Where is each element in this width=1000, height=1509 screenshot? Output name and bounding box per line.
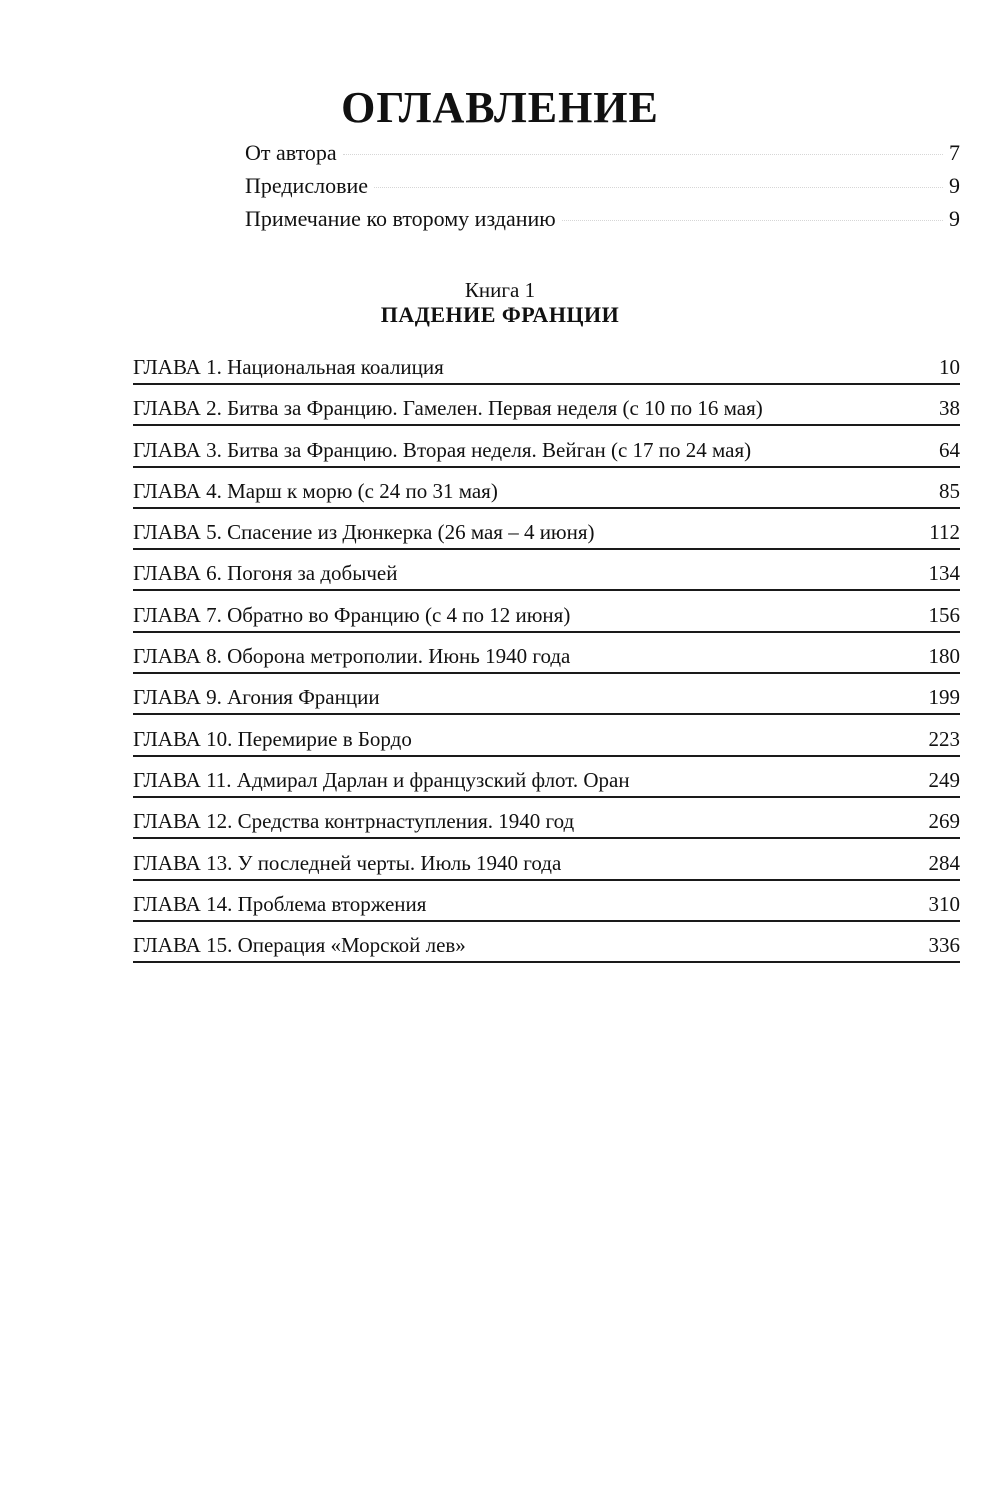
chapter-title: ГЛАВА 7. Обратно во Францию (с 4 по 12 июня)	[133, 602, 571, 627]
dot-leader	[343, 154, 943, 155]
chapter-page: 112	[929, 520, 960, 545]
intro-entry-page: 9	[949, 206, 960, 231]
intro-entry[interactable]	[245, 206, 960, 239]
intro-entries	[245, 140, 960, 239]
chapter-page: 180	[928, 644, 960, 669]
chapter-page: 10	[939, 355, 960, 379]
chapter-title: ГЛАВА 12. Средства контрнаступления. 1940 год	[133, 809, 575, 834]
chapter-entry[interactable]	[133, 594, 960, 633]
chapter-entry[interactable]	[133, 759, 960, 798]
chapter-entry[interactable]	[133, 800, 960, 839]
chapter-page: 199	[928, 685, 960, 710]
intro-entry-page: 7	[949, 140, 960, 165]
chapter-entry[interactable]	[133, 842, 960, 881]
chapter-title: ГЛАВА 8. Оборона метрополии. Июнь 1940 года	[133, 644, 571, 669]
chapter-page: 249	[928, 767, 960, 792]
chapter-title: ГЛАВА 2. Битва за Францию. Гамелен. Первая неделя (с 10 по 16 мая)	[133, 396, 763, 421]
chapter-page: 310	[928, 891, 960, 916]
chapter-title: ГЛАВА 4. Марш к морю (с 24 по 31 мая)	[133, 478, 498, 503]
book-title: ПАДЕНИЕ ФРАНЦИИ	[380, 302, 620, 327]
chapter-page: 156	[928, 602, 960, 627]
chapter-entry[interactable]	[133, 718, 960, 757]
chapter-entry[interactable]	[133, 924, 960, 963]
chapter-title: ГЛАВА 3. Битва за Францию. Вторая неделя. Вейган (с 17 по 24 мая)	[133, 437, 752, 462]
chapter-entry[interactable]	[133, 552, 960, 591]
intro-entry-label: Предисловие	[245, 173, 368, 198]
chapter-entry[interactable]	[133, 429, 960, 468]
intro-entry[interactable]	[245, 173, 960, 206]
intro-entry[interactable]	[245, 140, 960, 173]
page-title: ОГЛАВЛЕНИЕ	[341, 83, 659, 132]
chapter-title: ГЛАВА 14. Проблема вторжения	[133, 891, 427, 916]
intro-entry-page: 9	[949, 173, 960, 198]
intro-entry-label: Примечание ко второму изданию	[245, 206, 556, 231]
chapter-page: 284	[928, 850, 960, 875]
book-label: Книга 1	[464, 278, 536, 302]
chapter-list	[133, 346, 960, 965]
chapter-title: ГЛАВА 9. Агония Франции	[133, 685, 380, 710]
chapter-entry[interactable]	[133, 387, 960, 426]
chapter-page: 85	[939, 478, 960, 503]
chapter-title: ГЛАВА 11. Адмирал Дарлан и французский флот. Оран	[133, 767, 630, 792]
intro-entry-label: От автора	[245, 140, 337, 165]
chapter-page: 38	[939, 396, 960, 421]
dot-leader	[562, 220, 943, 221]
chapter-entry[interactable]	[133, 883, 960, 922]
chapter-entry[interactable]	[133, 470, 960, 509]
chapter-title: ГЛАВА 15. Операция «Морской лев»	[133, 933, 466, 958]
chapter-page: 64	[939, 437, 960, 462]
chapter-entry[interactable]	[133, 635, 960, 674]
chapter-title: ГЛАВА 6. Погоня за добычей	[133, 561, 398, 586]
chapter-title: ГЛАВА 13. У последней черты. Июль 1940 года	[133, 850, 562, 875]
chapter-entry[interactable]	[133, 346, 960, 385]
chapter-title: ГЛАВА 10. Перемирие в Бордо	[133, 726, 412, 751]
chapter-entry[interactable]	[133, 676, 960, 715]
chapter-entry[interactable]	[133, 511, 960, 550]
chapter-page: 336	[928, 933, 960, 958]
chapter-title: ГЛАВА 1. Национальная коалиция	[133, 355, 444, 379]
chapter-title: ГЛАВА 5. Спасение из Дюнкерка (26 мая – 4 июня)	[133, 520, 595, 545]
dot-leader	[374, 187, 943, 188]
chapter-page: 223	[928, 726, 960, 751]
chapter-page: 269	[928, 809, 960, 834]
chapter-page: 134	[928, 561, 960, 586]
